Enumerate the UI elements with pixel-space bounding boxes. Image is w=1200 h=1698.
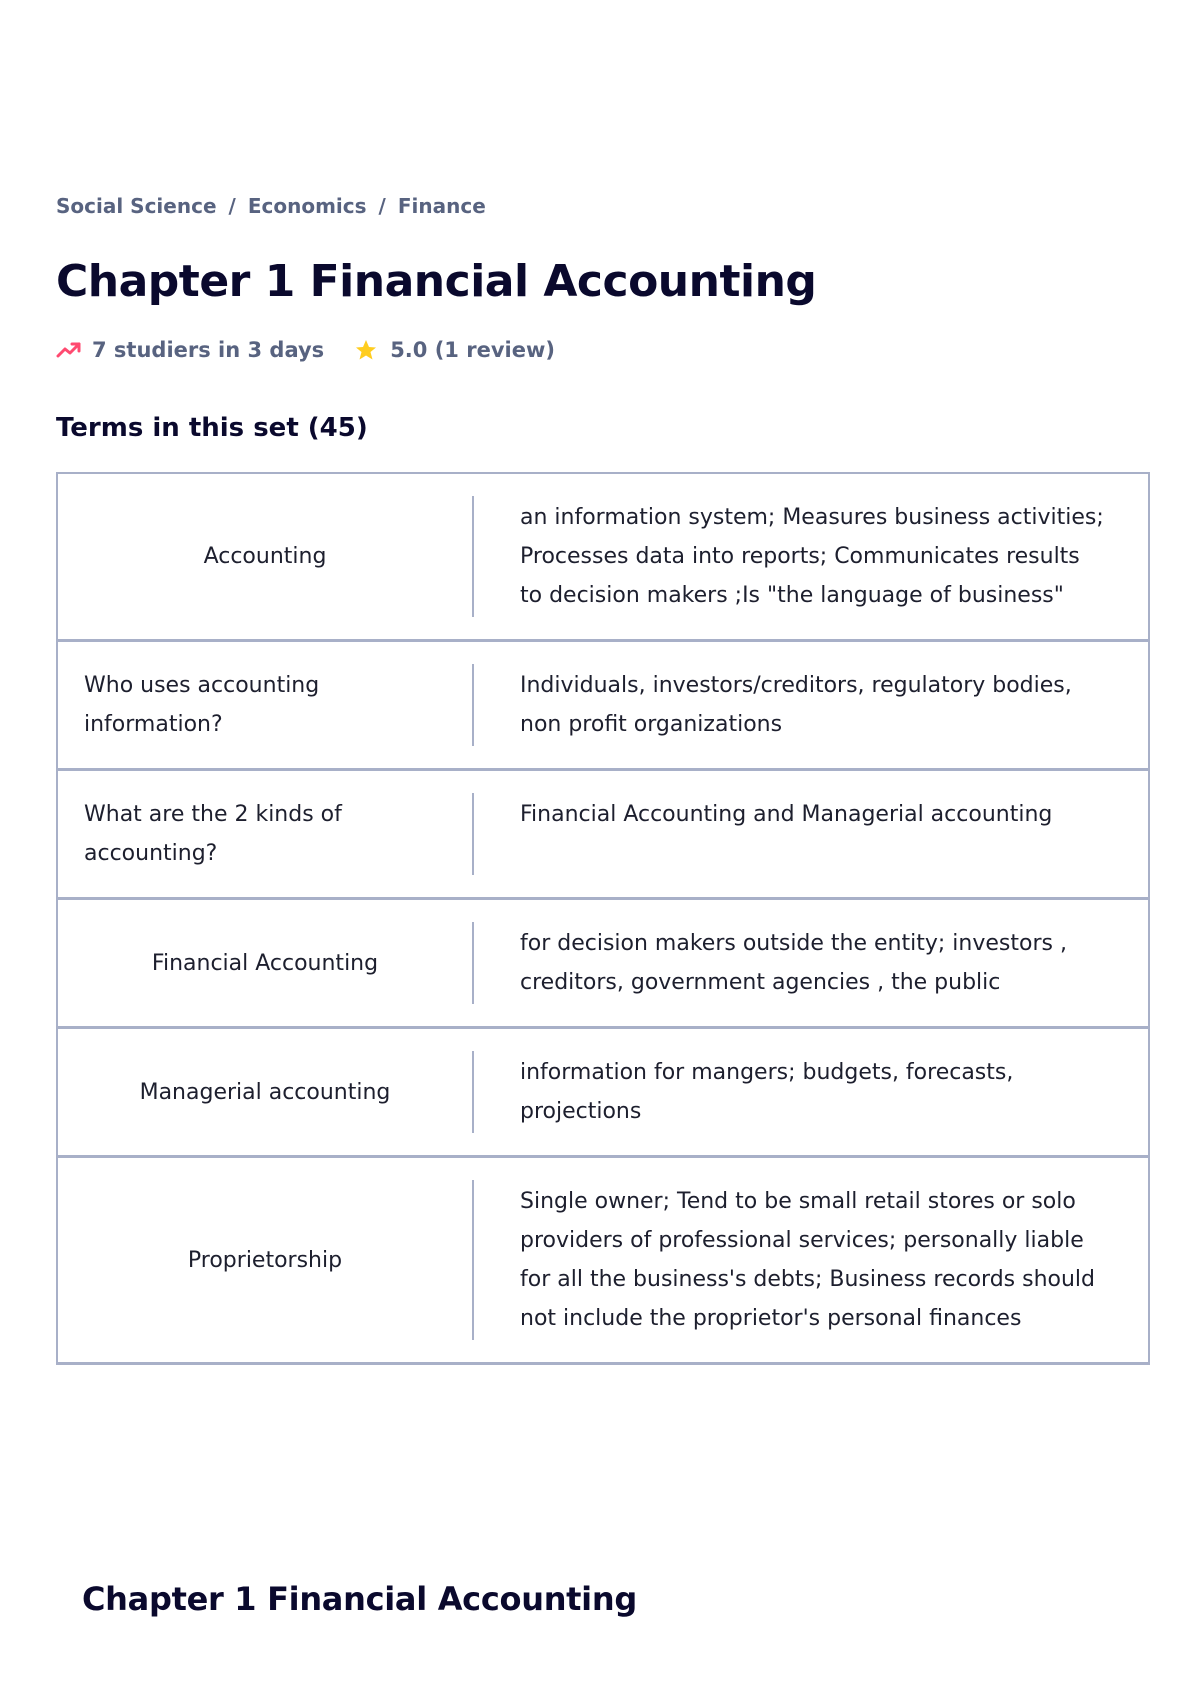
page-title: Chapter 1 Financial Accounting [56, 256, 817, 307]
term-row [58, 642, 1148, 771]
definition-text: Individuals, investors/creditors, regulatory bodies, non profit organizations [520, 673, 1072, 737]
trending-up-icon [56, 341, 82, 359]
term-text: Proprietorship [187, 1247, 343, 1273]
term-row [58, 1029, 1148, 1158]
term-row [58, 771, 1148, 900]
definition-text: for decision makers outside the entity; investors , creditors, government agencies , the public [520, 931, 1067, 995]
definition-text: Financial Accounting and Managerial accounting [520, 802, 1053, 827]
breadcrumb-separator: / [378, 194, 386, 218]
breadcrumb-finance[interactable]: Finance [397, 194, 486, 218]
rating[interactable] [324, 338, 555, 362]
term-text: What are the 2 kinds of accounting? [84, 802, 342, 866]
term-text: Accounting [203, 544, 327, 569]
term-row [58, 1158, 1148, 1365]
breadcrumb-separator: / [228, 194, 236, 218]
breadcrumb-economics[interactable]: Economics [247, 194, 367, 218]
studiers-count: 7 studiers in 3 days [92, 338, 325, 362]
term-text: Financial Accounting [151, 950, 379, 976]
definition-text: Single owner; Tend to be small retail stores or solo providers of professional services; personally liable for all the business's debts; Business records should not include the proprietor's personal finances [520, 1189, 1096, 1331]
term-text: Who uses accounting information? [84, 673, 320, 737]
term-row [58, 900, 1148, 1029]
terms-table [56, 472, 1150, 1365]
breadcrumb-social-science[interactable]: Social Science [56, 194, 217, 218]
term-text: Managerial accounting [139, 1079, 391, 1105]
study-set-page [56, 190, 1150, 1365]
definition-text: information for mangers; budgets, forecasts, projections [520, 1060, 1014, 1124]
set-stats [56, 334, 1150, 366]
footer-title: Chapter 1 Financial Accounting [82, 1580, 637, 1618]
definition-text: an information system; Measures business activities; Processes data into reports; Communicates results to decision makers ;Is "the language of business" [520, 505, 1104, 608]
terms-heading: Terms in this set (45) [56, 413, 368, 443]
breadcrumb [56, 190, 1150, 222]
term-row [58, 474, 1148, 642]
rating-text: 5.0 (1 review) [390, 338, 555, 362]
star-icon [354, 338, 378, 362]
